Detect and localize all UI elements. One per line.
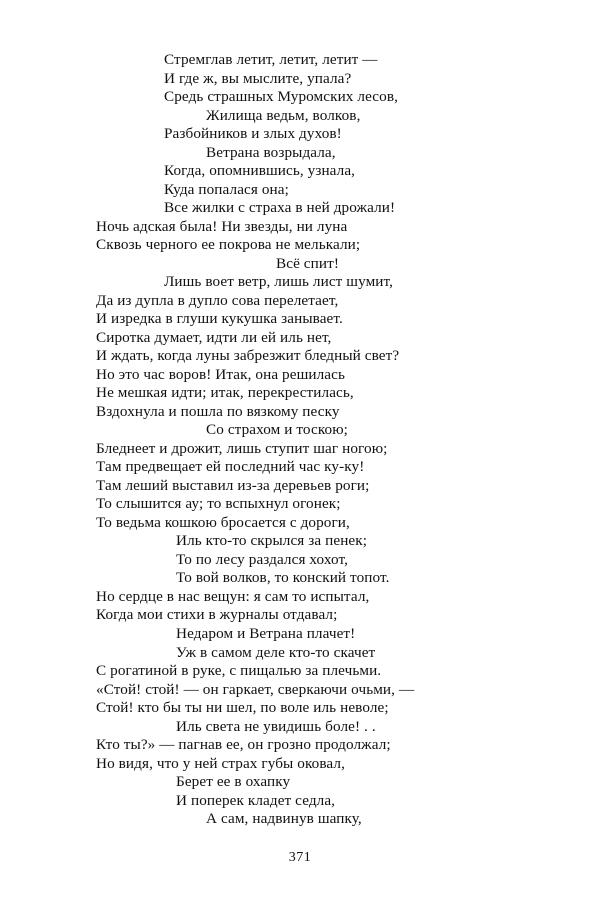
poem-line: Берет ее в охапку — [176, 773, 291, 791]
poem-line: Сиротка думает, идти ли ей иль нет, — [96, 328, 332, 346]
poem-line: Сквозь черного ее покрова не мелькали; — [96, 236, 361, 254]
poem-line: «Стой! стой! — он гаркает, сверкаючи очьми, — — [96, 680, 415, 698]
poem-line: Средь страшных Муромских лесов, — [164, 88, 398, 106]
poem-line: Со страхом и тоскою; — [206, 421, 348, 439]
poem-line: Недаром и Ветрана плачет! — [176, 624, 356, 642]
poem-line: Бледнеет и дрожит, лишь ступит шаг ногою; — [96, 439, 388, 457]
poem-line: Лишь воет ветр, лишь лист шумит, — [164, 273, 394, 291]
poem-line: Но сердце в нас вещун: я сам то испытал, — [96, 587, 370, 605]
poem-line: И поперек кладет седла, — [176, 791, 336, 809]
poem-line: Там предвещает ей последний час ку-ку! — [96, 458, 365, 476]
poem-line: Куда попалася она; — [164, 180, 289, 198]
poem-line: Когда мои стихи в журналы отдавал; — [96, 606, 338, 624]
poem-line: Ветрана возрыдала, — [206, 143, 336, 161]
poem-line: Стремглав летит, летит, летит — — [164, 51, 378, 68]
poem-line: То по лесу раздался хохот, — [176, 550, 348, 568]
poem-line: То вой волков, то конский топот. — [176, 569, 390, 587]
poem-line: Но это час воров! Итак, она решилась — [96, 365, 346, 383]
poem-line: Но видя, что у ней страх губы оковал, — [96, 754, 345, 772]
poem-line: С рогатиной в руке, с пищалью за плечьми. — [96, 662, 382, 680]
poem-line: Когда, опомнившись, узнала, — [164, 162, 356, 180]
poem-line: Жилища ведьм, волков, — [206, 106, 361, 124]
poem-line: Всё спит! — [276, 254, 339, 272]
poem-line: Там леший выставил из-за деревьев роги; — [96, 476, 370, 494]
poem-line: Иль кто-то скрылся за пенек; — [176, 532, 368, 550]
poem-line: Вздохнула и пошла по вязкому песку — [96, 402, 340, 420]
poem-line: Иль света не увидишь боле! . . — [176, 717, 376, 735]
poem-line: Уж в самом деле кто-то скачет — [176, 643, 376, 661]
poem-line: И где ж, вы мыслите, упала? — [164, 69, 352, 87]
poem-line: Все жилки с страха в ней дрожали! — [164, 199, 396, 217]
poem-line: Ночь адская была! Ни звезды, ни луна — [96, 217, 348, 235]
poem-line: То слышится ау; то вспыхнул огонек; — [96, 495, 341, 513]
page-number: 371 — [288, 850, 312, 865]
poem-line: Да из дупла в дупло сова перелетает, — [96, 291, 339, 309]
poem-line: А сам, надвинув шапку, — [206, 810, 362, 828]
poem-line: И ждать, когда луны забрезжит бледный свет? — [96, 347, 400, 365]
poem-line: Стой! кто бы ты ни шел, по воле иль неволе; — [96, 699, 389, 717]
poem-line: Кто ты?» — пагнав ее, он грозно продолжал; — [96, 736, 391, 754]
poem-line: Не мешкая идти; итак, перекрестилась, — [96, 384, 354, 402]
poem-line: И изредка в глуши кукушка занывает. — [96, 310, 343, 328]
poem-line: То ведьма кошкою бросается с дороги, — [96, 513, 350, 531]
poem-text — [0, 51, 600, 829]
poem-line: Разбойников и злых духов! — [164, 125, 342, 143]
